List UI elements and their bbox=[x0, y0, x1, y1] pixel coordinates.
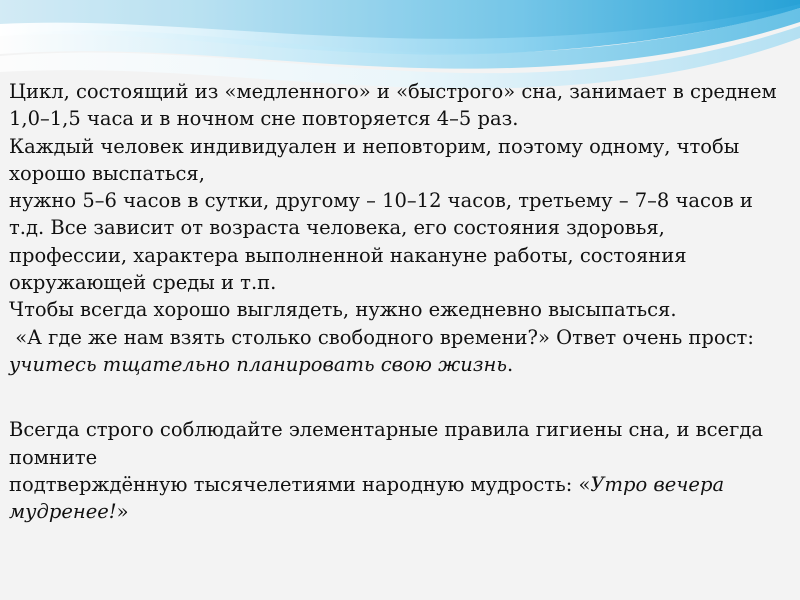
paragraph-individual: Каждый человек индивидуален и неповторим, поэтому одному, чтобы хорошо выспаться, bbox=[9, 134, 746, 185]
planning-end: . bbox=[506, 352, 514, 376]
wisdom-intro: подтверждённую тысячелетиями народную мудрость: « bbox=[9, 472, 591, 496]
paragraph-gap bbox=[9, 378, 791, 416]
paragraph-cycle: Цикл, состоящий из «медленного» и «быстрого» сна, занимает в среднем 1,0–1,5 часа и в ночном сне повторяется 4–5 раз. bbox=[9, 80, 783, 131]
planning-advice: учитесь тщательно планировать свою жизнь bbox=[9, 352, 507, 376]
planning-question: «А где же нам взять столько свободного времени?» Ответ очень прост: bbox=[9, 325, 761, 349]
wisdom-end: » bbox=[116, 500, 129, 524]
wisdom-proverb: Утро вечера мудренее! bbox=[9, 472, 731, 524]
paragraph-hygiene: Всегда строго соблюдайте элементарные правила гигиены сна, и всегда помните bbox=[9, 418, 770, 469]
paragraph-sleep-daily: Чтобы всегда хорошо выглядеть, нужно ежедневно высыпаться. bbox=[9, 298, 677, 322]
main-text bbox=[9, 78, 791, 525]
paragraph-planning bbox=[9, 324, 791, 379]
paragraph-wisdom bbox=[9, 471, 791, 526]
paragraph-factors: профессии, характера выполненной накануне работы, состояния окружающей среды и т.п. bbox=[9, 243, 693, 295]
paragraph-hours: нужно 5–6 часов в сутки, другому – 10–12 часов, третьему – 7–8 часов и т.д. Все зависит от возраста человека, его состояния здоровья, bbox=[9, 189, 760, 240]
